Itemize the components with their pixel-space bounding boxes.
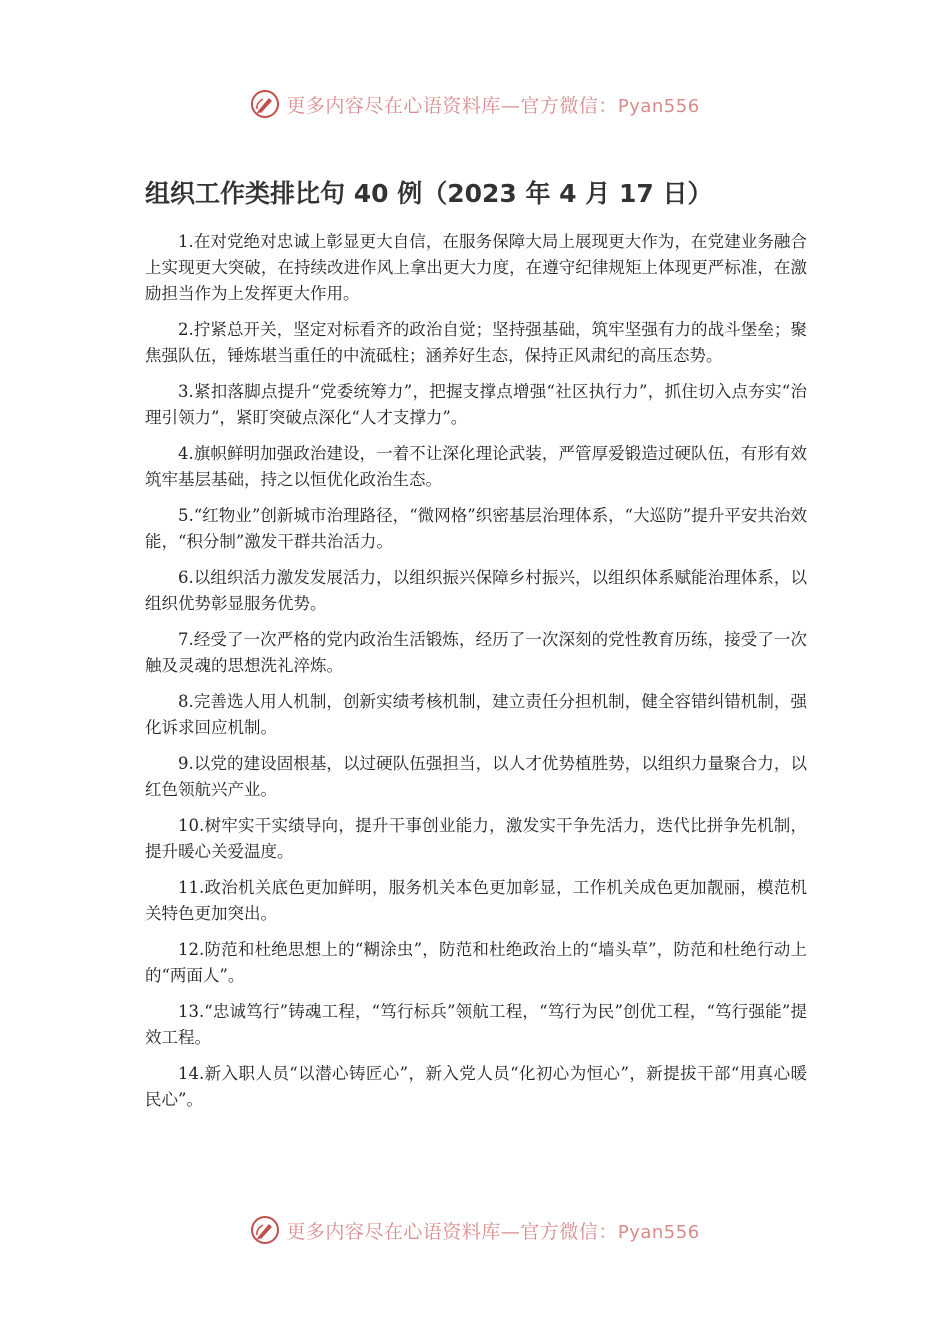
list-item: 14.新入职人员“以潜心铸匠心”，新入党人员“化初心为恒心”，新提拔干部“用真心暖民心”。 (145, 1064, 807, 1109)
list-item: 2.拧紧总开关，坚定对标看齐的政治自觉；坚持强基础，筑牢坚强有力的战斗堡垒；聚焦强队伍，锤炼堪当重任的中流砥柱；涵养好生态，保持正风肃纪的高压态势。 (145, 320, 807, 365)
list-item: 12.防范和杜绝思想上的“糊涂虫”，防范和杜绝政治上的“墙头草”，防范和杜绝行动上的“两面人”。 (145, 940, 807, 985)
document-body (145, 229, 807, 1123)
document-title: 组织工作类排比句 40 例（2023 年 4 月 17 日） (145, 179, 713, 208)
pen-nib-logo-icon (250, 89, 280, 119)
header-banner (0, 86, 950, 122)
list-item: 6.以组织活力激发发展活力，以组织振兴保障乡村振兴，以组织体系赋能治理体系，以组织优势彰显服务优势。 (145, 568, 807, 613)
list-item: 4.旗帜鲜明加强政治建设，一着不让深化理论武装，严管厚爱锻造过硬队伍，有形有效筑牢基层基础，持之以恒优化政治生态。 (145, 444, 807, 489)
pen-nib-logo-icon (250, 1215, 280, 1245)
list-item: 13.“忠诚笃行”铸魂工程，“笃行标兵”领航工程，“笃行为民”创优工程，“笃行强能”提效工程。 (145, 1002, 807, 1047)
list-item: 3.紧扣落脚点提升“党委统筹力”，把握支撑点增强“社区执行力”，抓住切入点夯实“治理引领力”，紧盯突破点深化“人才支撑力”。 (145, 382, 807, 427)
footer-wechat-id: Pyan556 (617, 1221, 700, 1243)
header-banner-text: 更多内容尽在心语资料库—官方微信： (286, 94, 618, 117)
list-item: 11.政治机关底色更加鲜明，服务机关本色更加彰显，工作机关成色更加靓丽，模范机关特色更加突出。 (145, 878, 807, 923)
header-wechat-id: Pyan556 (617, 95, 700, 117)
footer-banner-text: 更多内容尽在心语资料库—官方微信： (286, 1220, 618, 1243)
list-item: 7.经受了一次严格的党内政治生活锻炼，经历了一次深刻的党性教育历练，接受了一次触及灵魂的思想洗礼淬炼。 (145, 630, 807, 675)
list-item: 8.完善选人用人机制，创新实绩考核机制，建立责任分担机制，健全容错纠错机制，强化诉求回应机制。 (145, 692, 807, 737)
list-item: 1.在对党绝对忠诚上彰显更大自信，在服务保障大局上展现更大作为，在党建业务融合上实现更大突破，在持续改进作风上拿出更大力度，在遵守纪律规矩上体现更严标准，在激励担当作为上发挥更大作用。 (145, 232, 807, 303)
list-item: 5.“红物业”创新城市治理路径，“微网格”织密基层治理体系，“大巡防”提升平安共治效能，“积分制”激发干群共治活力。 (145, 506, 807, 551)
list-item: 10.树牢实干实绩导向，提升干事创业能力，激发实干争先活力，迭代比拼争先机制，提升暖心关爱温度。 (145, 816, 807, 861)
list-item: 9.以党的建设固根基，以过硬队伍强担当，以人才优势植胜势，以组织力量聚合力，以红色领航兴产业。 (145, 754, 807, 799)
footer-banner (0, 1212, 950, 1248)
